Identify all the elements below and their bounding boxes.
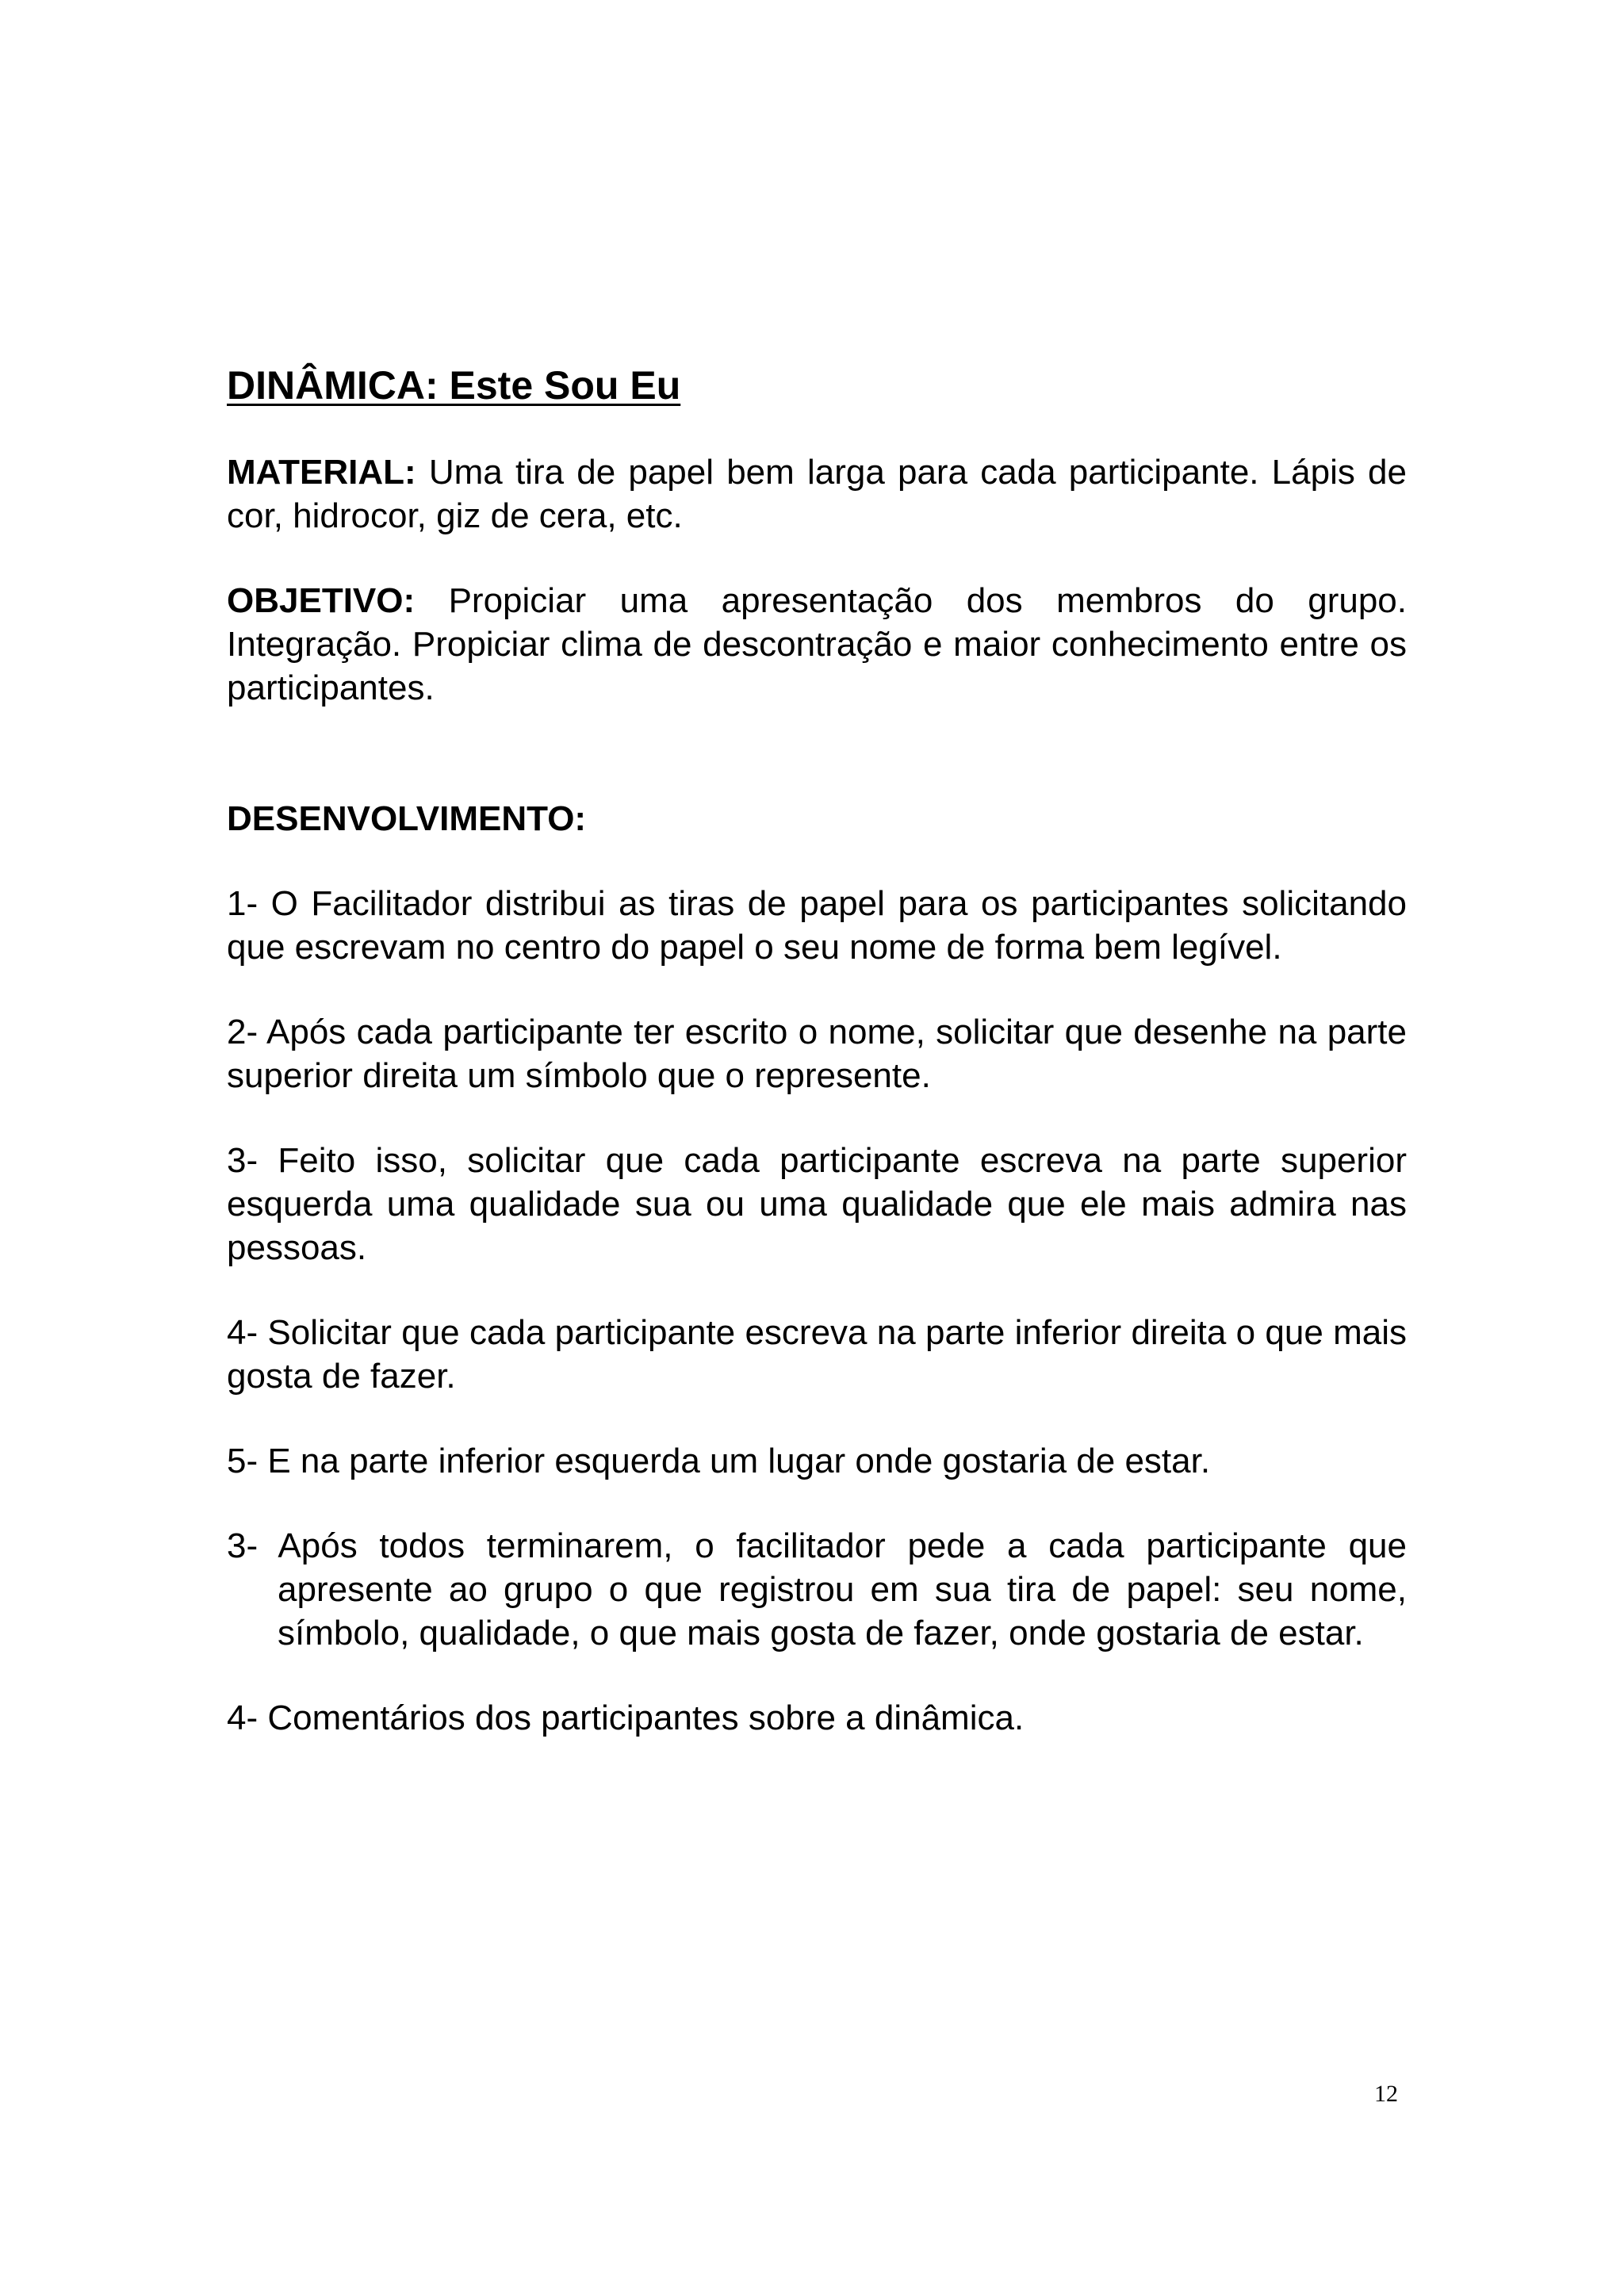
objetivo-paragraph xyxy=(227,579,1407,710)
document-content xyxy=(227,362,1407,1781)
material-paragraph xyxy=(227,450,1407,538)
step-item: 5- E na parte inferior esquerda um lugar onde gostaria de estar. xyxy=(227,1442,1211,1480)
material-text: Uma tira de papel bem larga para cada participante. Lápis de cor, hidrocor, giz de cera, etc. xyxy=(227,453,1407,535)
document-title: DINÂMICA: Este Sou Eu xyxy=(227,363,681,408)
step-item: 3- Feito isso, solicitar que cada participante escreva na parte superior esquerda uma qualidade sua ou uma qualidade que ele mais admira nas pessoas. xyxy=(227,1141,1407,1267)
step-item: 1- O Facilitador distribui as tiras de papel para os participantes solicitando que escrevam no centro do papel o seu nome de forma bem legível. xyxy=(227,884,1407,967)
step-item: 2- Após cada participante ter escrito o nome, solicitar que desenhe na parte superior direita um símbolo que o represente. xyxy=(227,1013,1407,1095)
objetivo-label: OBJETIVO: xyxy=(227,581,416,620)
page-number: 12 xyxy=(1374,2081,1398,2107)
desenvolvimento-heading: DESENVOLVIMENTO: xyxy=(227,799,587,838)
step-item: 3- Após todos terminarem, o facilitador pede a cada participante que apresente ao grupo o que registrou em sua tira de papel: seu nome, símbolo, qualidade, o que mais gosta de fazer, onde gostaria de estar. xyxy=(227,1526,1407,1653)
step-item: 4- Solicitar que cada participante escreva na parte inferior direita o que mais gosta de fazer. xyxy=(227,1313,1407,1396)
material-label: MATERIAL: xyxy=(227,453,416,492)
objetivo-text: Propiciar uma apresentação dos membros do grupo. Integração. Propiciar clima de descontração e maior conhecimento entre os participantes. xyxy=(227,581,1407,707)
step-item: 4- Comentários dos participantes sobre a dinâmica. xyxy=(227,1698,1025,1737)
